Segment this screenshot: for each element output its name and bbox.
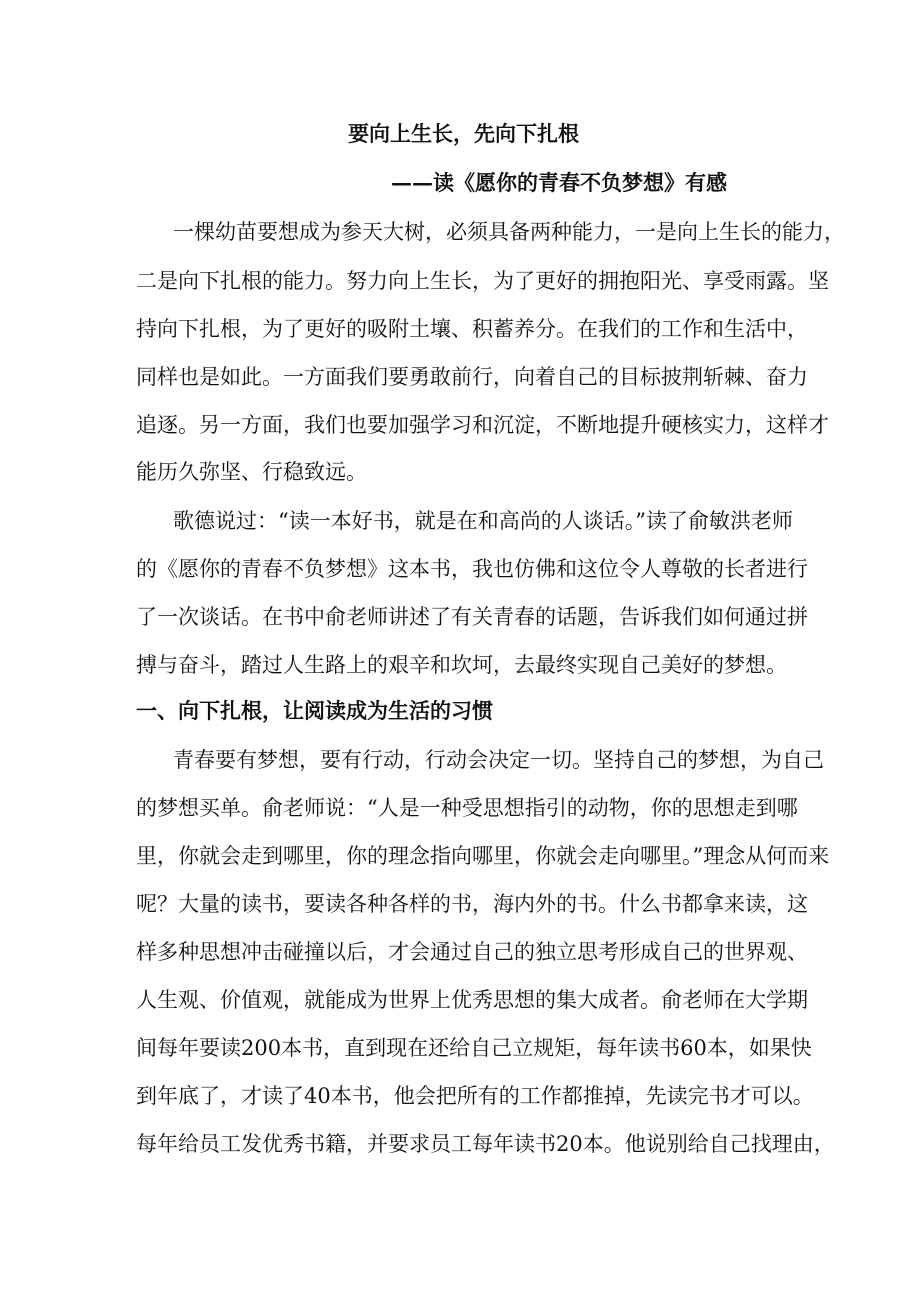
paragraph-line: 人生观、价值观，就能成为世界上优秀思想的集大成者。俞老师在大学期 — [136, 988, 808, 1012]
paragraph-line: 呢？大量的读书，要读各种各样的书，海内外的书。什么书都拿来读，这 — [136, 892, 808, 916]
paragraph-line: 一棵幼苗要想成为参天大树，必须具备两种能力，一是向上生长的能力， — [173, 220, 845, 244]
paragraph-line: 同样也是如此。一方面我们要勇敢前行，向着自己的目标披荆斩棘、奋力 — [136, 365, 808, 389]
paragraph-line: 的梦想买单。俞老师说：“人是一种受思想指引的动物，你的思想走到哪 — [136, 796, 798, 820]
paragraph-line: 追逐。另一方面，我们也要加强学习和沉淀，不断地提升硬核实力，这样才 — [136, 413, 829, 437]
paragraph-line: 持向下扎根，为了更好的吸附土壤、积蓄养分。在我们的工作和生活中， — [136, 317, 808, 341]
page-title: 要向上生长，先向下扎根 — [348, 121, 579, 146]
paragraph-line: 里，你就会走到哪里，你的理念指向哪里，你就会走向哪里。”理念从何而来 — [136, 844, 830, 868]
paragraph-line: 了一次谈话。在书中俞老师讲述了有关青春的话题，告诉我们如何通过拼 — [136, 605, 808, 629]
page-subtitle: ——读《愿你的青春不负梦想》有感 — [391, 170, 727, 195]
paragraph-line: 每年给员工发优秀书籍，并要求员工每年读书20本。他说别给自己找理由， — [136, 1132, 835, 1156]
paragraph-line: 能历久弥坚、行稳致远。 — [136, 460, 367, 484]
paragraph-line: 样多种思想冲击碰撞以后，才会通过自己的独立思考形成自己的世界观、 — [136, 940, 808, 964]
section-heading: 一、向下扎根，让阅读成为生活的习惯 — [136, 698, 493, 723]
paragraph-line: 二是向下扎根的能力。努力向上生长，为了更好的拥抱阳光、享受雨露。坚 — [136, 269, 829, 293]
paragraph-line: 搏与奋斗，踏过人生路上的艰辛和坎坷，去最终实现自己美好的梦想。 — [136, 653, 787, 677]
paragraph-line: 到年底了，才读了40本书，他会把所有的工作都推掉，先读完书才可以。 — [136, 1084, 814, 1108]
paragraph-line: 间每年要读200本书，直到现在还给自己立规矩，每年读书60本，如果快 — [136, 1036, 812, 1060]
paragraph-line: 青春要有梦想，要有行动，行动会决定一切。坚持自己的梦想，为自己 — [173, 748, 824, 772]
paragraph-line: 的《愿你的青春不负梦想》这本书，我也仿佛和这位令人尊敬的长者进行 — [136, 557, 808, 581]
paragraph-line: 歌德说过：“读一本好书，就是在和高尚的人谈话。”读了俞敏洪老师 — [173, 509, 793, 533]
